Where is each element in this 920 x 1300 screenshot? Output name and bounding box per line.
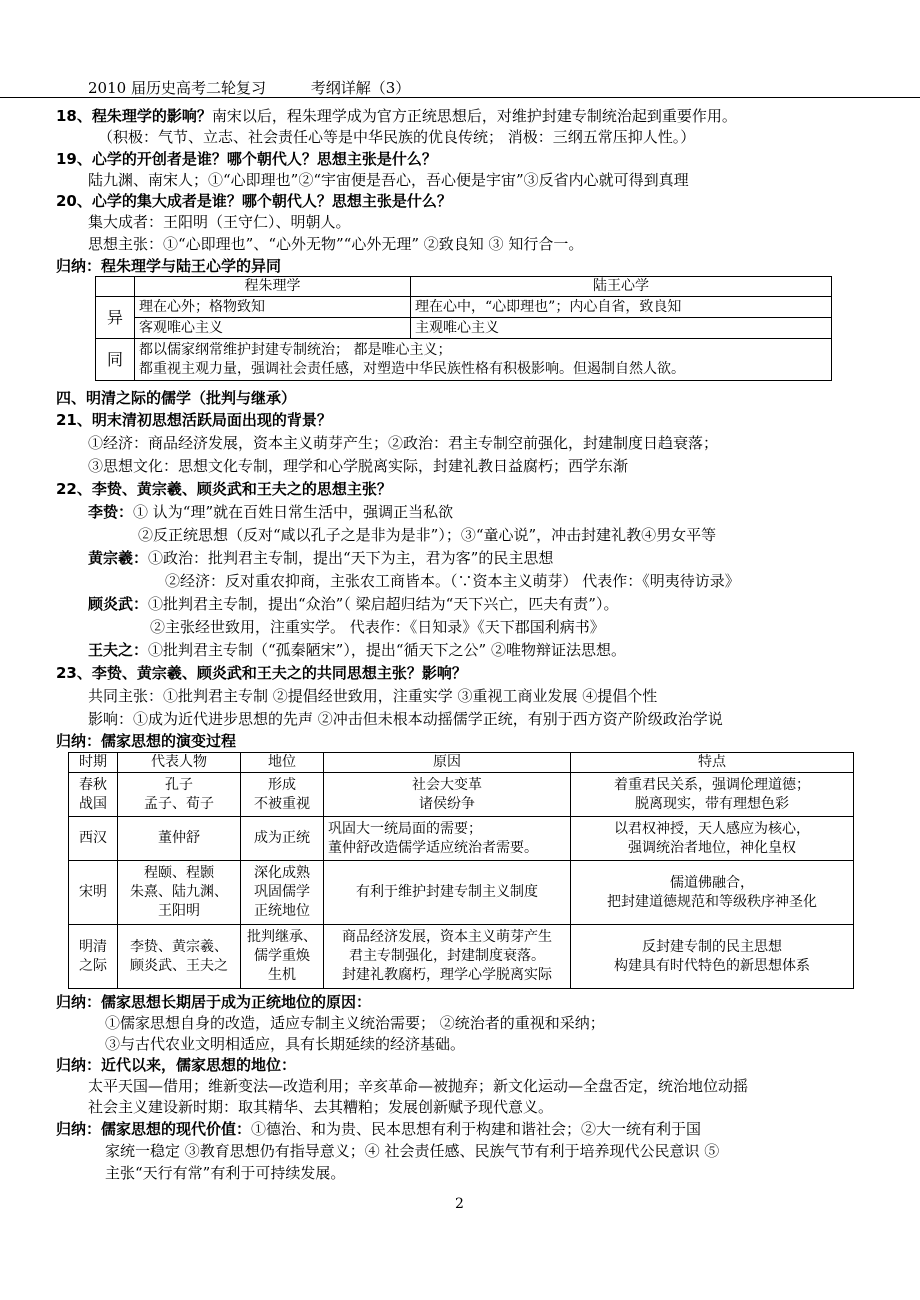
summary4-title: 归纳：近代以来，儒家思想的地位： — [56, 1056, 297, 1074]
diff-r1-cheng: 理在心外；格物致知 — [135, 297, 411, 318]
li-zhi-name: 李贽： — [88, 503, 134, 521]
q22-li-1: 李贽：① 认为“理”就在百姓日常生活中，强调正当私欲 — [88, 503, 454, 521]
page-number: 2 — [455, 1196, 464, 1212]
section-4-title: 四、明清之际的儒学（批判与继承） — [56, 389, 297, 407]
summary4-line-1: 太平天国—借用；维新变法—改造利用；辛亥革命—被抛弃；新文化运动—全盘否定，统治地位动摇 — [88, 1077, 749, 1095]
q18-title: 18、程朱理学的影响？ — [56, 107, 212, 125]
q23-line-1: 共同主张：①批判君主专制 ②提倡经世致用，注重实学 ③重视工商业发展 ④提倡个性 — [88, 687, 658, 705]
q22-huang-2: ②经济：反对重农抑商，主张农工商皆本。（∵资本主义萌芽） 代表作：《明夷待访录》 — [165, 572, 740, 590]
q23-title: 23、李贽、黄宗羲、顾炎武和王夫之的共同思想主张？影响？ — [56, 664, 467, 682]
summary3-line-1: ①儒家思想自身的改造，适应专制主义统治需要； ②统治者的重视和采纳； — [105, 1014, 605, 1032]
q22-title: 22、李贽、黄宗羲、顾炎武和王夫之的思想主张？ — [56, 480, 392, 498]
comparison-table — [95, 276, 832, 381]
header-rule — [0, 97, 920, 98]
table-row: 春秋 战国 孔子 孟子、荀子 形成 不被重视 社会大变革 诸侯纷争 着重君民关系，强调伦理道德； 脱离现实，带有理想色彩 — [69, 773, 854, 817]
header-chapter: 考纲详解（3） — [310, 79, 411, 97]
header-feature: 特点 — [571, 753, 854, 773]
diff-r1-lu: 理在心中，“心即理也”；内心自省，致良知 — [411, 297, 832, 318]
summary5-line-3: 主张“天行有常”有利于可持续发展。 — [105, 1164, 346, 1182]
huang-zongxi-name: 黄宗羲： — [88, 549, 149, 567]
q20-title: 20、心学的集大成者是谁？哪个朝代人？思想主张是什么？ — [56, 192, 452, 210]
q22-gu-1: 顾炎武：①批判君主专制，提出“众治”（ 梁启超归结为“天下兴亡，匹夫有责”）。 — [88, 595, 619, 613]
q22-huang-1: 黄宗羲：①政治：批判君主专制，提出“天下为主，君为客”的民主思想 — [88, 549, 554, 567]
same-line-1: 都以儒家纲常维护封建专制统治； 都是唯心主义； — [139, 341, 452, 358]
summary2-title: 归纳：儒家思想的演变过程 — [56, 732, 237, 750]
diff-r2-cheng: 客观唯心主义 — [135, 318, 411, 339]
evolution-table — [68, 752, 854, 989]
q19-answer: 陆九渊、南宋人；①“心即理也”②“宇宙便是吾心，吾心便是宇宙”③反省内心就可得到真理 — [88, 171, 689, 189]
q22-wang-1: 王夫之：①批判君主专制（“孤秦陋宋”），提出“循天下之公” ②唯物辩证法思想。 — [88, 641, 626, 659]
q18-text: 南宋以后，程朱理学成为官方正统思想后，对维护封建专制统治起到重要作用。 — [211, 107, 737, 125]
gu-yanwu-name: 顾炎武： — [88, 595, 149, 613]
q21-line-1: ①经济：商品经济发展，资本主义萌芽产生；②政治：君主专制空前强化，封建制度日趋衰落； — [88, 434, 719, 452]
q22-gu-2: ②主张经世致用，注重实学。 代表作：《日知录》《天下郡国利病书》 — [150, 618, 605, 636]
q18-sub: （积极：气节、立志、社会责任心等是中华民族的优良传统； 消极：三纲五常压抑人性。） — [98, 128, 696, 146]
summary5-title: 归纳：儒家思想的现代价值： — [56, 1120, 252, 1138]
summary5-line-1: 归纳：儒家思想的现代价值：①德治、和为贵、民本思想有利于构建和谐社会；②大一统有利于国 — [56, 1120, 702, 1138]
summary1-title: 归纳：程朱理学与陆王心学的异同 — [56, 257, 282, 275]
same-label: 同 — [96, 339, 135, 381]
q20-answer-2: 思想主张：①“心即理也”、“心外无物”“心外无理” ②致良知 ③ 知行合一。 — [88, 235, 584, 253]
header-reason: 原因 — [324, 753, 571, 773]
q21-line-2: ③思想文化：思想文化专制，理学和心学脱离实际，封建礼教日益腐朽；西学东渐 — [88, 457, 629, 475]
summary4-line-2: 社会主义建设新时期：取其精华、去其糟粕；发展创新赋予现代意义。 — [88, 1098, 554, 1116]
wang-fuzhi-name: 王夫之： — [88, 641, 149, 659]
q18-line — [56, 106, 737, 126]
summary3-line-2: ③与古代农业文明相适应，具有长期延续的经济基础。 — [105, 1035, 466, 1053]
diff-label: 异 — [96, 297, 135, 339]
q21-title: 21、明末清初思想活跃局面出现的背景？ — [56, 411, 332, 429]
q19-title: 19、心学的开创者是谁？哪个朝代人？思想主张是什么？ — [56, 150, 437, 168]
page-header — [88, 77, 450, 98]
q23-line-2: 影响：①成为近代进步思想的先声 ②冲击但未根本动摇儒学正统，有别于西方资产阶级政治学说 — [88, 710, 723, 728]
table-row: 西汉 董仲舒 成为正统 巩固大一统局面的需要； 董仲舒改造儒学适应统治者需要。 以君权神授，天人感应为核心， 强调统治者地位，神化皇权 — [69, 817, 854, 861]
header-status: 地位 — [241, 753, 324, 773]
q20-answer-1: 集大成者：王阳明（王守仁）、明朝人。 — [88, 213, 351, 231]
summary3-title: 归纳：儒家思想长期居于成为正统地位的原因： — [56, 993, 372, 1011]
header-course: 2010 届历史高考二轮复习 — [88, 79, 266, 97]
same-content — [135, 339, 832, 381]
summary5-line-2: 家统一稳定 ③教育思想仍有指导意义；④ 社会责任感、民族气节有利于培养现代公民意识 ⑤ — [105, 1142, 720, 1160]
table-row: 明清 之际 李贽、黄宗羲、 顾炎武、王夫之 批判继承、 儒学重焕 生机 商品经济发展，资本主义萌芽产生 君主专制强化，封建制度衰落。 封建礼教腐朽，理学心学脱离实际 反封建专制的民主思想 构建具有时代特色的新思想体系 — [69, 925, 854, 989]
q22-li-2: ②反正统思想（反对“咸以孔子之是非为是非”）；③“童心说”，冲击封建礼教④男女平等 — [138, 526, 717, 544]
col-cheng-zhu: 程朱理学 — [135, 277, 411, 297]
diff-r2-lu: 主观唯心主义 — [411, 318, 832, 339]
table-row: 宋明 程颐、程颢 朱熹、陆九渊、 王阳明 深化成熟 巩固儒学 正统地位 有利于维护封建专制主义制度 儒道佛融合， 把封建道德规范和等级秩序神圣化 — [69, 861, 854, 925]
same-line-2: 都重视主观力量，强调社会责任感，对塑造中华民族性格有积极影响。但遏制自然人欲。 — [139, 360, 685, 377]
header-period: 时期 — [69, 753, 118, 773]
header-people: 代表人物 — [118, 753, 241, 773]
col-lu-wang: 陆王心学 — [411, 277, 832, 297]
